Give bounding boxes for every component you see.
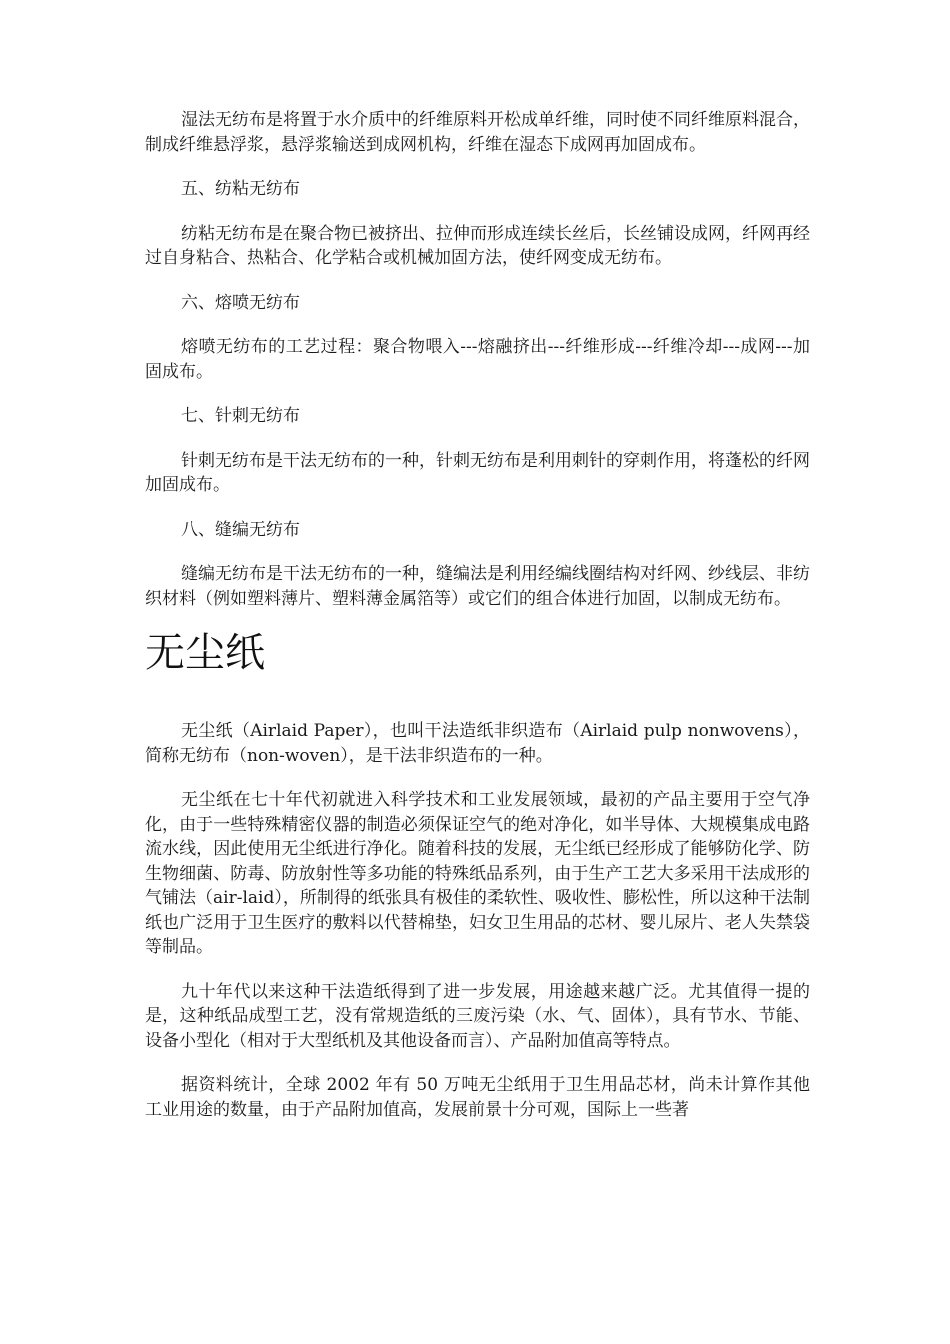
- paragraph-needle-punched: 针刺无纺布是干法无纺布的一种，针刺无纺布是利用刺针的穿刺作用，将蓬松的纤网加固成布。: [145, 450, 810, 495]
- paragraph-airlaid-history: 无尘纸在七十年代初就进入科学技术和工业发展领域，最初的产品主要用于空气净化，由于一些特殊精密仪器的制造必须保证空气的绝对净化，如半导体、大规模集成电路流水线，因此使用无尘纸进行净化。随着科技的发展，无尘纸已经形成了能够防化学、防生物细菌、防毒、防放射性等多功能的特殊纸品系列，由于生产工艺大多采用干法成形的气铺法（air-laid），所制得的纸张具有极佳的柔软性、吸收性、膨松性，所以这种干法制纸也广泛用于卫生医疗的敷料以代替棉垫，妇女卫生用品的芯材、婴儿尿片、老人失禁袋等制品。: [145, 790, 810, 957]
- paragraph-spunbond: 纺粘无纺布是在聚合物已被挤出、拉伸而形成连续长丝后，长丝铺设成网，纤网再经过自身粘合、热粘合、化学粘合或机械加固方法，使纤网变成无纺布。: [145, 223, 810, 268]
- heading-needle-punched: 七、针刺无纺布: [181, 406, 300, 426]
- heading-spunbond: 五、纺粘无纺布: [181, 179, 300, 199]
- section-title-dust-free-paper: 无尘纸: [145, 630, 265, 676]
- heading-meltblown: 六、熔喷无纺布: [181, 292, 300, 313]
- paragraph-airlaid-statistics: 据资料统计，全球 2002 年有 50 万吨无尘纸用于卫生用品芯材，尚未计算作其他工业用途的数量，由于产品附加值高，发展前景十分可观，国际上一些著: [145, 1075, 810, 1120]
- paragraph-meltblown: 熔喷无纺布的工艺过程：聚合物喂入---熔融挤出---纤维形成---纤维冷却---成网---加固成布。: [145, 337, 810, 382]
- document-page: [145, 108, 810, 1142]
- paragraph-airlaid-nineties: 九十年代以来这种干法造纸得到了进一步发展，用途越来越广泛。尤其值得一提的是，这种纸品成型工艺，没有常规造纸的三废污染（水、气、固体），具有节水、节能、设备小型化（相对于大型纸机及其他设备而言）、产品附加值高等特点。: [145, 981, 810, 1051]
- paragraph-stitch-bonded: 缝编无纺布是干法无纺布的一种，缝编法是利用经编线圈结构对纤网、纱线层、非纺织材料（例如塑料薄片、塑料薄金属箔等）或它们的组合体进行加固，以制成无纺布。: [145, 564, 810, 609]
- heading-stitch-bonded: 八、缝编无纺布: [181, 519, 300, 540]
- paragraph-airlaid-intro: 无尘纸（Airlaid Paper），也叫干法造纸非织造布（Airlaid pulp nonwovens），简称无纺布（non-woven），是干法非织造布的一种。: [145, 721, 810, 766]
- paragraph-wet-laid: 湿法无纺布是将置于水介质中的纤维原料开松成单纤维，同时使不同纤维原料混合，制成纤维悬浮浆，悬浮浆输送到成网机构，纤维在湿态下成网再加固成布。: [145, 110, 810, 155]
